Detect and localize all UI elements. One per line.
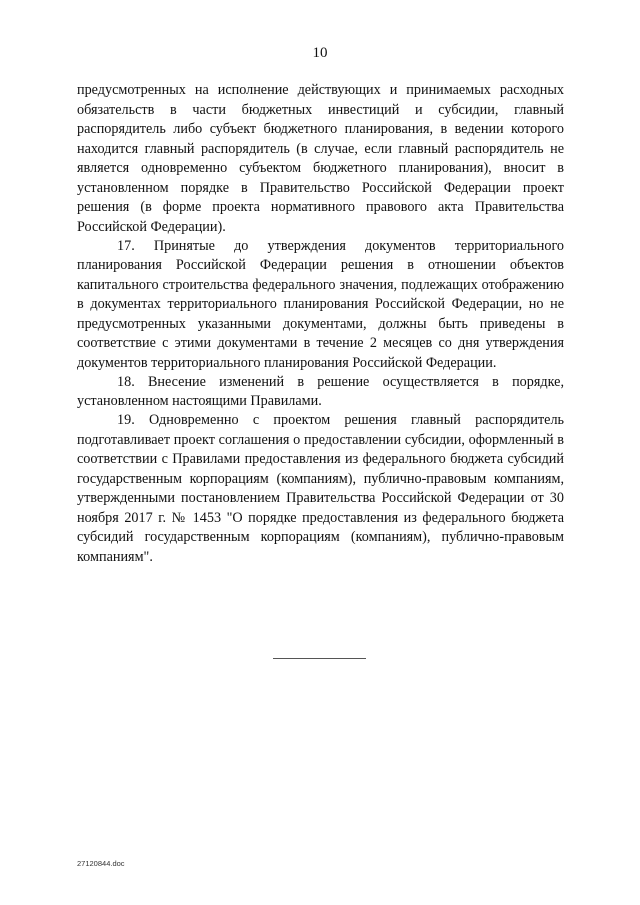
paragraph-18: 18. Внесение изменений в решение осуществляется в порядке, установленном настоящими Правилами.	[77, 373, 564, 409]
page-number: 10	[312, 45, 328, 61]
document-body	[77, 81, 564, 567]
footer-file-code: 27120844.doc	[77, 859, 125, 868]
end-separator-line	[273, 658, 366, 659]
paragraph-17: 17. Принятые до утверждения документов территориального планирования Российской Федерации решения в отношении объектов капитального строительства федерального значения, подлежащих отображению в документах территориального планирования Российской Федерации, но не предусмотренных указанными документами, должны быть приведены в соответствие с этими документами в течение 2 месяцев со дня утверждения документов территориального планирования Российской Федерации.	[77, 237, 564, 371]
paragraph-19: 19. Одновременно с проектом решения главный распорядитель подготавливает проект соглашения о предоставлении субсидии, оформленный в соответствии с Правилами предоставления из федерального бюджета субсидий государственным корпорациям (компаниям), публично-правовым компаниям, утвержденными постановлением Правительства Российской Федерации от 30 ноября 2017 г. № 1453 "О порядке предоставления из федерального бюджета субсидий государственным корпорациям (компаниям), публично-правовым компаниям".	[77, 412, 564, 565]
paragraph-continuation: предусмотренных на исполнение действующих и принимаемых расходных обязательств в части бюджетных инвестиций и субсидии, главный распорядитель либо субъект бюджетного планирования, в ведении которого находится главный распорядитель (в случае, если главный распорядитель не является одновременно субъектом бюджетного планирования), вносит в установленном порядке в Правительство Российской Федерации проект решения (в форме проекта нормативного правового акта Правительства Российской Федерации).	[77, 82, 564, 235]
